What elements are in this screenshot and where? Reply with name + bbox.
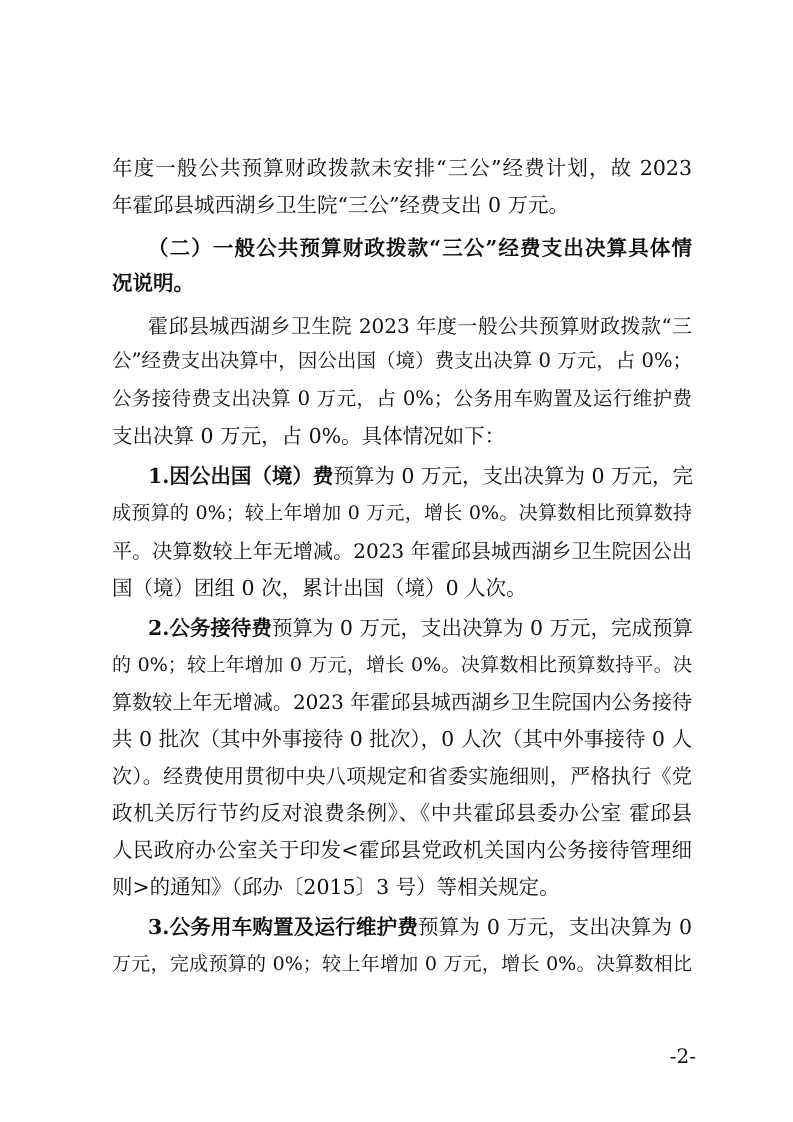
section-heading: 况说明。 <box>112 271 194 295</box>
body-text-line: 次）。经费使用贯彻中央八项规定和省委实施细则，严格执行《党 <box>112 764 692 788</box>
body-text-line: 万元，完成预算的 0%；较上年增加 0 万元，增长 0%。决算数相比 <box>112 953 692 975</box>
body-text-line: 平。决算数较上年无增减。2023 年霍邱县城西湖乡卫生院因公出 <box>112 539 692 563</box>
body-text-line: 成预算的 0%；较上年增加 0 万元，增长 0%。决算数相比预算数持 <box>112 502 692 524</box>
body-text-line: 年度一般公共预算财政拨款未安排“三公”经费计划，故 2023 <box>112 156 692 180</box>
body-text-line: 公务接待费支出决算 0 万元，占 0%；公务用车购置及运行维护费 <box>112 387 692 410</box>
body-text-line: 年霍邱县城西湖乡卫生院“三公”经费支出 0 万元。 <box>112 193 570 217</box>
body-text-line: 则>的通知》（邱办〔2015〕3 号）等相关规定。 <box>112 875 560 899</box>
body-text-line: 公”经费支出决算中，因公出国（境）费支出决算 0 万元，占 0%； <box>112 349 692 372</box>
item-paragraph-line: 1.因公出国（境）费预算为 0 万元，支出决算为 0 万元，完 <box>148 464 694 488</box>
body-text-line: 国（境）团组 0 次，累计出国（境）0 人次。 <box>112 576 527 600</box>
item-label: 2.公务接待费 <box>148 616 272 640</box>
body-text-line: 的 0%；较上年增加 0 万元，增长 0%。决算数相比预算数持平。决 <box>112 654 692 676</box>
body-text-line: 共 0 批次（其中外事接待 0 批次），0 人次（其中外事接待 0 人 <box>112 727 692 751</box>
page-number: -2- <box>669 1044 696 1068</box>
body-text-line: 政机关厉行节约反对浪费条例》、《中共霍邱县委办公室 霍邱县 <box>112 801 692 825</box>
item-paragraph-line: 3.公务用车购置及运行维护费预算为 0 万元，支出决算为 0 <box>148 915 692 939</box>
body-text-line: 支出决算 0 万元，占 0%。具体情况如下： <box>112 424 506 448</box>
item-label: 1.因公出国（境）费 <box>148 464 334 488</box>
item-paragraph-line: 2.公务接待费预算为 0 万元，支出决算为 0 万元，完成预算 <box>148 616 694 640</box>
body-text-line: 人民政府办公室关于印发<霍邱县党政机关国内公务接待管理细 <box>112 838 692 862</box>
body-text-line: 算数较上年无增减。2023 年霍邱县城西湖乡卫生院国内公务接待 <box>112 690 692 714</box>
section-heading: （二）一般公共预算财政拨款“三公”经费支出决算具体情 <box>148 236 692 260</box>
item-label: 3.公务用车购置及运行维护费 <box>148 915 419 939</box>
body-text-line: 霍邱县城西湖乡卫生院 2023 年度一般公共预算财政拨款“三 <box>148 314 692 338</box>
